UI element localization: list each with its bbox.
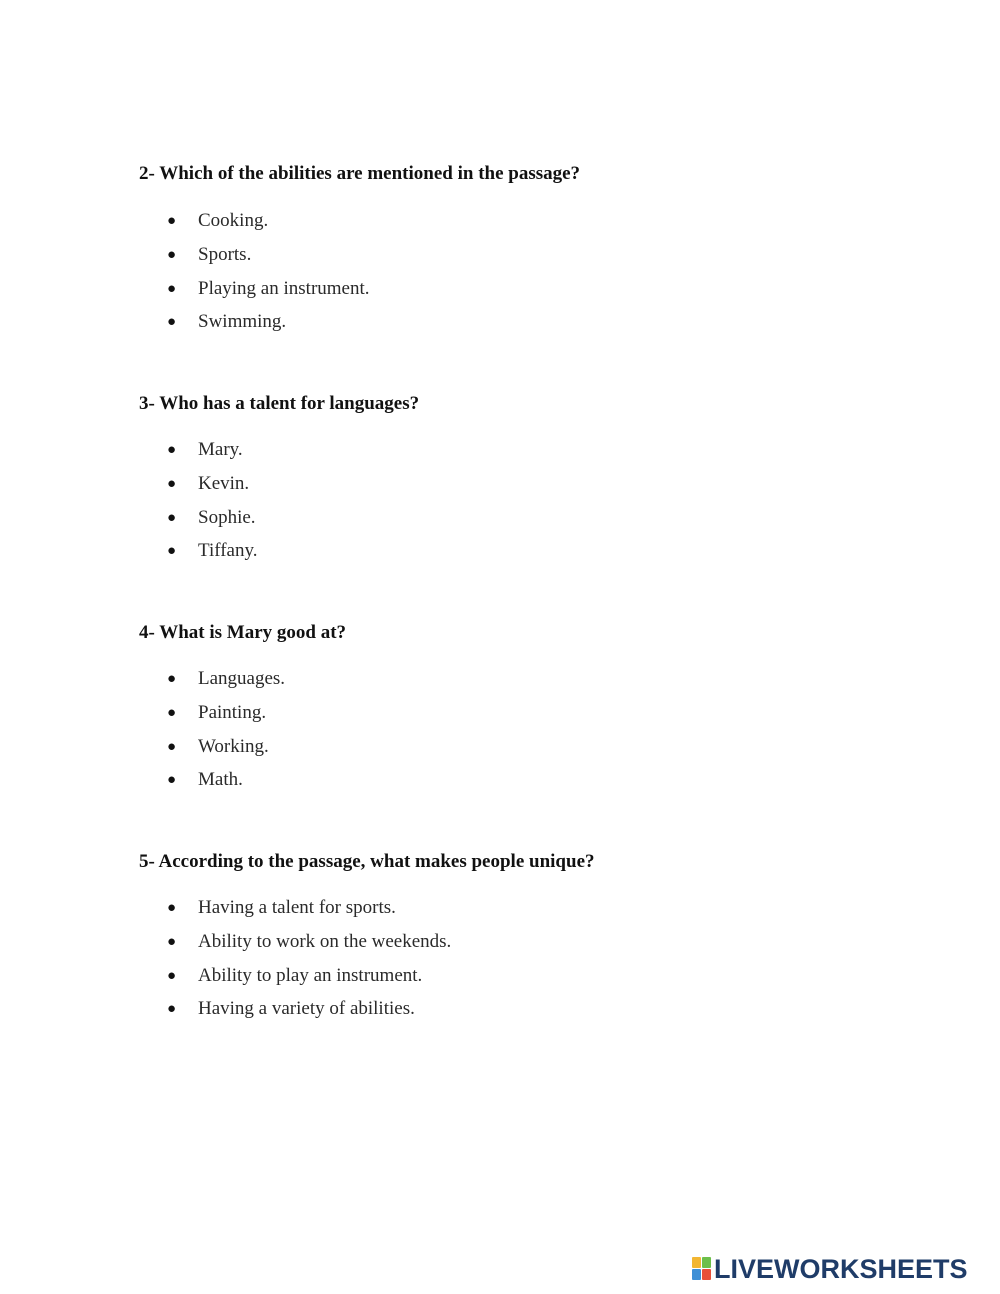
option-text: Sports. [198,243,252,265]
option-text: Having a talent for sports. [198,897,396,918]
option-text: Working. [198,735,269,757]
option-text: Tiffany. [198,540,258,562]
option[interactable] [167,930,451,964]
bullet-icon: ● [167,967,177,984]
logo-text: LIVEWORKSHEETS [714,1254,968,1284]
option-text: Painting. [198,701,267,723]
option-text: Languages. [198,668,286,689]
logo-mark-icon [692,1257,712,1281]
option[interactable] [167,506,257,540]
bullet-icon: ● [167,543,177,560]
question-5-options [167,896,451,1031]
option[interactable] [167,735,285,769]
question-4-options [167,667,285,802]
option-text: Having a variety of abilities. [198,998,415,1020]
option[interactable] [167,667,285,701]
option[interactable] [167,310,370,344]
logo-square [692,1257,701,1268]
logo-square [692,1269,701,1280]
option[interactable] [167,209,370,243]
question-3: 3- Who has a talent for languages? [139,393,420,414]
bullet-icon: ● [167,772,177,789]
bullet-icon: ● [167,280,177,297]
option-text: Ability to play an instrument. [198,964,423,986]
option-text: Swimming. [198,311,287,333]
bullet-icon: ● [167,246,177,263]
option-text: Math. [198,769,243,791]
question-3-options [167,438,257,573]
bullet-icon: ● [167,900,177,916]
bullet-icon: ● [167,213,177,229]
option[interactable] [167,701,285,735]
bullet-icon: ● [167,314,177,331]
question-4: 4- What is Mary good at? [139,622,347,643]
question-5: 5- According to the passage, what makes people unique? [139,851,595,872]
option-text: Sophie. [198,506,256,528]
option-text: Cooking. [198,210,269,231]
option-text: Ability to work on the weekends. [198,930,452,952]
option[interactable] [167,243,370,277]
option-text: Kevin. [198,472,250,494]
bullet-icon: ● [167,475,177,492]
logo-square [702,1257,711,1268]
bullet-icon: ● [167,509,177,526]
bullet-icon: ● [167,738,177,755]
liveworksheets-logo [692,1255,968,1283]
bullet-icon: ● [167,442,177,458]
option[interactable] [167,438,257,472]
option-text: Mary. [198,439,243,460]
option[interactable] [167,539,257,573]
option[interactable] [167,964,451,998]
option[interactable] [167,768,285,802]
option[interactable] [167,472,257,506]
option[interactable] [167,896,451,930]
bullet-icon: ● [167,1001,177,1018]
option-text: Playing an instrument. [198,277,370,299]
option[interactable] [167,277,370,311]
question-2: 2- Which of the abilities are mentioned in the passage? [139,163,581,184]
question-2-options [167,209,370,344]
logo-square [702,1269,711,1280]
bullet-icon: ● [167,933,177,950]
bullet-icon: ● [167,704,177,721]
option[interactable] [167,997,451,1031]
bullet-icon: ● [167,671,177,687]
